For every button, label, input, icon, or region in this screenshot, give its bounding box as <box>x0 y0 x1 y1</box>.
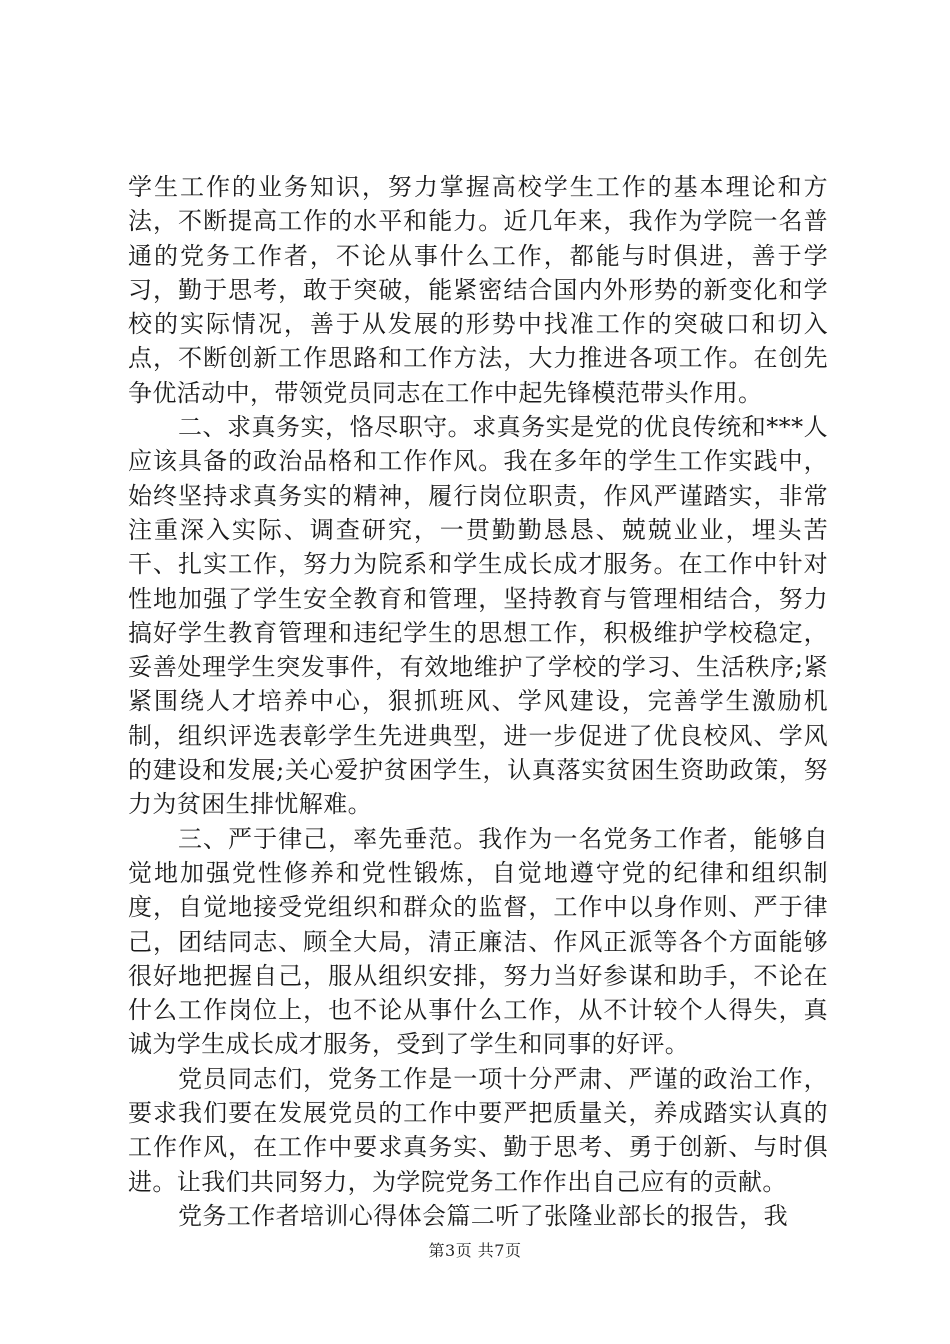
paragraph-5: 党务工作者培训心得体会篇二听了张隆业部长的报告，我 <box>178 1201 788 1230</box>
page-footer <box>0 1238 950 1261</box>
paragraph-3: 三、严于律己，率先垂范。我作为一名党务工作者，能够自觉地加强党性修养和党性锻炼，自觉地遵守党的纪律和组织制度，自觉地接受党组织和群众的监督，工作中以身作则、严于律己，团结同志、顾全大局，清正廉洁、作风正派等各个方面能够很好地把握自己，服从组织安排，努力当好参谋和助手，不论在什么工作岗位上，也不论从事什么工作，从不计较个人得失，真诚为学生成长成才服务，受到了学生和同事的好评。 <box>128 824 828 1059</box>
paragraph-1: 学生工作的业务知识，努力掌握高校学生工作的基本理论和方法，不断提高工作的水平和能力。近几年来，我作为学院一名普通的党务工作者，不论从事什么工作，都能与时俱进，善于学习，勤于思考，敢于突破，能紧密结合国内外形势的新变化和学校的实际情况，善于从发展的形势中找准工作的突破口和切入点，不断创新工作思路和工作方法，大力推进各项工作。在创先争优活动中，带领党员同志在工作中起先锋模范带头作用。 <box>128 173 828 407</box>
page-number: 第3页 共7页 <box>428 1241 522 1260</box>
paragraph-4: 党员同志们，党务工作是一项十分严肃、严谨的政治工作，要求我们要在发展党员的工作中要严把质量关，养成踏实认真的工作作风，在工作中要求真务实、勤于思考、勇于创新、与时俱进。让我们共同努力，为学院党务工作作出自己应有的贡献。 <box>128 1064 828 1196</box>
document-body <box>128 170 828 1233</box>
paragraph-2: 二、求真务实，恪尽职守。求真务实是党的优良传统和***人应该具备的政治品格和工作作风。我在多年的学生工作实践中，始终坚持求真务实的精神，履行岗位职责，作风严谨踏实，非常注重深入实际、调查研究，一贯勤勤恳恳、兢兢业业，埋头苦干、扎实工作，努力为院系和学生成长成才服务。在工作中针对性地加强了学生安全教育和管理，坚持教育与管理相结合，努力搞好学生教育管理和违纪学生的思想工作，积极维护学校稳定，妥善处理学生突发事件，有效地维护了学校的学习、生活秩序;紧紧围绕人才培养中心，狠抓班风、学风建设，完善学生激励机制，组织评选表彰学生先进典型，进一步促进了优良校风、学风的建设和发展;关心爱护贫困学生，认真落实贫困生资助政策，努力为贫困生排忧解难。 <box>128 413 828 819</box>
